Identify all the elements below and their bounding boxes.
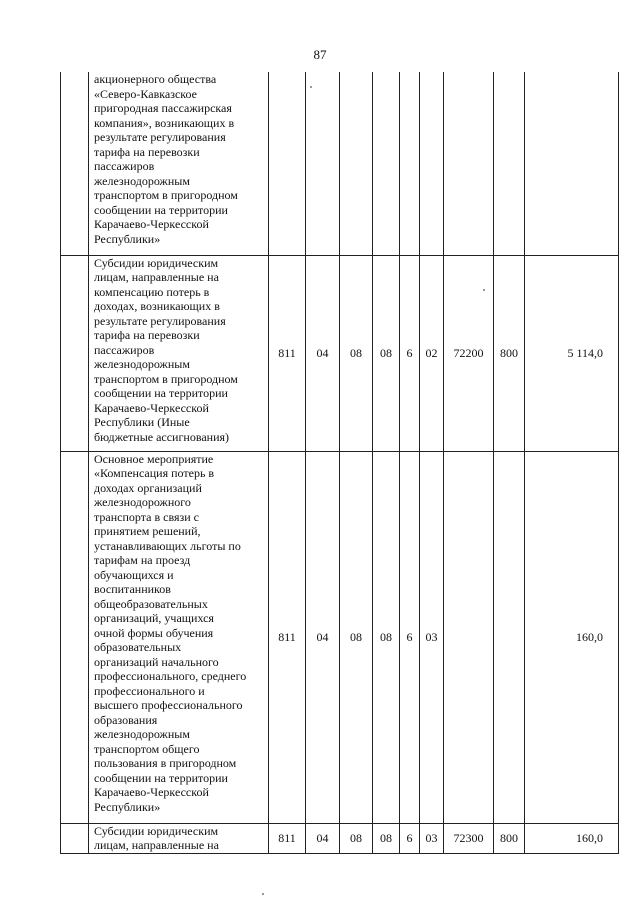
description-line: организаций, учащихся bbox=[94, 611, 214, 625]
description-line: профессионального и bbox=[94, 683, 205, 698]
scan-speck bbox=[310, 86, 312, 88]
description-line: транспорта в связи с bbox=[94, 509, 199, 524]
description-line: воспитанников bbox=[94, 582, 171, 596]
description-line: Карачаево-Черкесской bbox=[94, 785, 209, 799]
code-cell-c1: 811 bbox=[269, 255, 306, 451]
description-line: железнодорожным bbox=[94, 173, 190, 188]
description-line: акционерного общества bbox=[94, 72, 217, 86]
row-number-cell bbox=[61, 451, 89, 823]
description-line: лицам, направленные на bbox=[94, 270, 219, 284]
description-line: высшего профессионального bbox=[94, 698, 243, 712]
description-cell bbox=[89, 451, 269, 823]
code-cell-c7 bbox=[444, 451, 494, 823]
amount-cell bbox=[525, 72, 619, 255]
description-line: результате регулирования bbox=[94, 130, 226, 144]
table-body bbox=[61, 72, 619, 853]
code-cell-c8 bbox=[494, 451, 525, 823]
code-cell-c1: 811 bbox=[269, 451, 306, 823]
description-line: транспортом в пригородном bbox=[94, 188, 238, 202]
description-line: тарифа на перевозки bbox=[94, 144, 200, 159]
description-line: образовательных bbox=[94, 640, 182, 654]
description-line: компания», возникающих в bbox=[94, 115, 235, 130]
table-row bbox=[61, 451, 619, 823]
description-line: компенсацию потерь в bbox=[94, 284, 210, 299]
description-line: общеобразовательных bbox=[94, 596, 208, 611]
description-line: тарифа на перевозки bbox=[94, 328, 200, 342]
description-line: транспортом в пригородном bbox=[94, 371, 238, 386]
description-line: устанавливающих льготы по bbox=[94, 538, 241, 553]
description-line: Республики» bbox=[94, 231, 161, 246]
code-cell-c6: 03 bbox=[420, 451, 444, 823]
table-row bbox=[61, 823, 619, 853]
code-cell-c1: 811 bbox=[269, 823, 306, 853]
description-line: пригородная пассажирская bbox=[94, 101, 232, 115]
scan-speck bbox=[483, 289, 485, 291]
description-line: доходах организаций bbox=[94, 480, 202, 495]
description-line: образования bbox=[94, 712, 158, 727]
description-line: Субсидии юридическим bbox=[94, 823, 219, 838]
budget-table bbox=[60, 72, 619, 854]
amount-cell: 160,0 bbox=[525, 823, 619, 853]
code-cell-c3: 08 bbox=[340, 255, 373, 451]
code-cell-c8: 800 bbox=[494, 255, 525, 451]
description-line: железнодорожным bbox=[94, 727, 190, 741]
description-line: «Северо-Кавказское bbox=[94, 86, 197, 101]
description-cell bbox=[89, 823, 269, 853]
amount-cell: 160,0 bbox=[525, 451, 619, 823]
description-line: Основное мероприятие bbox=[94, 451, 214, 466]
code-cell-c2 bbox=[306, 72, 340, 255]
description-line: Карачаево-Черкесской bbox=[94, 217, 209, 231]
code-cell-c3: 08 bbox=[340, 451, 373, 823]
code-cell-c5: 6 bbox=[400, 823, 420, 853]
description-line: Карачаево-Черкесской bbox=[94, 400, 209, 415]
description-line: железнодорожным bbox=[94, 357, 190, 371]
description-line: пассажиров bbox=[94, 159, 155, 173]
code-cell-c2: 04 bbox=[306, 451, 340, 823]
code-cell-c7: 72200 bbox=[444, 255, 494, 451]
code-cell-c6: 02 bbox=[420, 255, 444, 451]
description-line: профессионального, среднего bbox=[94, 669, 247, 683]
description-line: пользования в пригородном bbox=[94, 756, 237, 770]
code-cell-c1 bbox=[269, 72, 306, 255]
table-row bbox=[61, 255, 619, 451]
amount-cell: 5 114,0 bbox=[525, 255, 619, 451]
code-cell-c4: 08 bbox=[373, 451, 400, 823]
scan-speck bbox=[262, 893, 264, 895]
description-line: железнодорожного bbox=[94, 495, 191, 509]
description-line: лицам, направленные на bbox=[94, 838, 219, 852]
row-number-cell bbox=[61, 72, 89, 255]
code-cell-c2: 04 bbox=[306, 255, 340, 451]
description-line: принятием решений, bbox=[94, 524, 201, 538]
code-cell-c7: 72300 bbox=[444, 823, 494, 853]
description-line: результате регулирования bbox=[94, 313, 226, 328]
code-cell-c5 bbox=[400, 72, 420, 255]
page-number: 87 bbox=[313, 47, 327, 62]
code-cell-c5: 6 bbox=[400, 451, 420, 823]
description-line: очной формы обучения bbox=[94, 625, 214, 640]
description-line: организаций начального bbox=[94, 654, 219, 669]
description-line: Республики» bbox=[94, 799, 161, 814]
description-line: обучающихся и bbox=[94, 567, 174, 582]
code-cell-c2: 04 bbox=[306, 823, 340, 853]
description-line: Субсидии юридическим bbox=[94, 255, 219, 270]
table-row bbox=[61, 72, 619, 255]
code-cell-c3 bbox=[340, 72, 373, 255]
code-cell-c7 bbox=[444, 72, 494, 255]
description-line: доходах, возникающих в bbox=[94, 299, 220, 313]
code-cell-c4: 08 bbox=[373, 823, 400, 853]
row-number-cell bbox=[61, 255, 89, 451]
code-cell-c8 bbox=[494, 72, 525, 255]
budget-table-wrapper bbox=[60, 72, 619, 854]
code-cell-c4 bbox=[373, 72, 400, 255]
description-line: «Компенсация потерь в bbox=[94, 466, 215, 480]
description-line: сообщении на территории bbox=[94, 386, 228, 400]
description-line: Республики (Иные bbox=[94, 415, 190, 429]
row-number-cell bbox=[61, 823, 89, 853]
description-line: сообщении на территории bbox=[94, 770, 228, 785]
code-cell-c5: 6 bbox=[400, 255, 420, 451]
description-line: тарифам на проезд bbox=[94, 553, 191, 567]
code-cell-c4: 08 bbox=[373, 255, 400, 451]
code-cell-c8: 800 bbox=[494, 823, 525, 853]
description-line: сообщении на территории bbox=[94, 202, 228, 217]
description-line: транспортом общего bbox=[94, 741, 200, 756]
description-cell bbox=[89, 72, 269, 255]
description-line: пассажиров bbox=[94, 342, 155, 357]
code-cell-c6: 03 bbox=[420, 823, 444, 853]
code-cell-c3: 08 bbox=[340, 823, 373, 853]
description-cell bbox=[89, 255, 269, 451]
description-line: бюджетные ассигнования) bbox=[94, 429, 230, 444]
code-cell-c6 bbox=[420, 72, 444, 255]
